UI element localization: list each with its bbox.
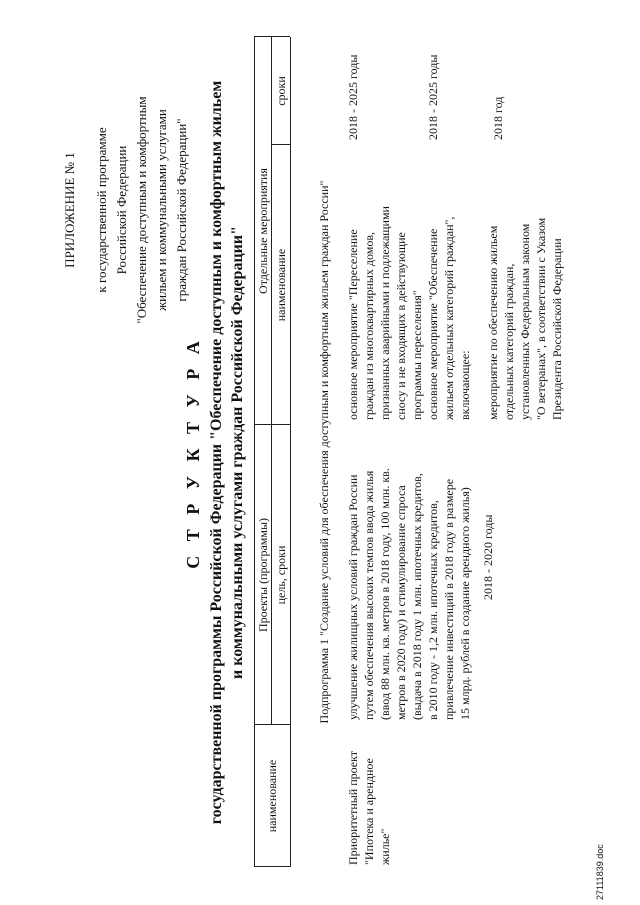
- measure-line: Президента Российской Федерации: [550, 238, 564, 420]
- measure-line: установленных Федеральным законом: [518, 223, 532, 420]
- project-goal-line: в 2010 году - 1,2 млн. ипотечных кредитов,: [426, 500, 440, 720]
- measure-item: [425, 145, 473, 420]
- document-subtitle-line-1: государственной программы Российской Федерации "Обеспечение доступным и комфортным жильем: [208, 80, 225, 825]
- project-name: [345, 725, 393, 865]
- header-terms: сроки: [274, 76, 288, 106]
- appendix-line: к государственной программе: [94, 127, 109, 293]
- measure-line: граждан из многоквартирных домов,: [362, 232, 376, 420]
- project-goal-line: 15 млрд. рублей в создание арендного жилья): [458, 487, 472, 720]
- header-goal: цель, сроки: [274, 545, 288, 605]
- header-name: наименование: [265, 759, 279, 833]
- appendix-title: ПРИЛОЖЕНИЕ № 1: [62, 152, 77, 268]
- project-name-line: Приоритетный проект: [346, 750, 360, 865]
- measure-term: 2018 - 2025 годы: [426, 54, 440, 140]
- header-measure-name: наименование: [274, 248, 288, 322]
- measure-line: признанных аварийными и подлежащими: [378, 206, 392, 420]
- measure-line: сносу и не входящих в действующие: [394, 232, 408, 420]
- project-goal-line: (выдача в 2018 году 1 млн. ипотечных кредитов,: [410, 473, 424, 720]
- measure-line: программы переселения": [410, 290, 424, 420]
- header-measures: Отдельные мероприятия: [256, 168, 270, 294]
- measure-item: [485, 145, 565, 420]
- appendix-line: Российской Федерации: [114, 145, 129, 275]
- project-name-line: "Ипотека и арендное жилье": [362, 758, 392, 865]
- appendix-line: "Обеспечение доступным и комфортным: [134, 96, 149, 324]
- document-title: С Т Р У К Т У Р А: [183, 336, 203, 569]
- appendix-line: жильем и коммунальными услугами: [154, 109, 169, 311]
- measure-line: мероприятие по обеспечению жильем: [486, 225, 500, 420]
- measure-line: основное мероприятие "Обеспечение: [426, 228, 440, 420]
- project-goal-line: привлечение инвестиций в 2018 году в размере: [442, 478, 456, 720]
- appendix-line: граждан Российской Федерации": [174, 118, 189, 302]
- document-subtitle-line-2: и коммунальными услугами граждан Российской Федерации": [229, 226, 246, 679]
- project-goal-line: (ввод 88 млн. кв. метров в 2018 году, 100 млн. кв.: [378, 468, 392, 720]
- project-goal-line: улучшение жилищных условий граждан России: [346, 474, 360, 720]
- measure-term: 2018 - 2025 годы: [346, 54, 360, 140]
- project-goal-line: путем обеспечения высоких темпов ввода жилья: [362, 470, 376, 720]
- measure-line: включающее:: [458, 350, 472, 420]
- measure-line: основное мероприятие "Переселение: [346, 229, 360, 420]
- measure-term: 2018 год: [491, 96, 505, 140]
- table-header-divider: [271, 37, 272, 725]
- measure-line: жильем отдельных категорий граждан",: [442, 216, 456, 420]
- subprogram-title: Подпрограмма 1 "Создание условий для обеспечения доступным и комфортным жильем граждан России": [317, 180, 331, 724]
- project-term: 2018 - 2020 годы: [481, 514, 495, 600]
- table-top-border: [254, 37, 255, 867]
- header-projects: Проекты (программы): [256, 517, 270, 633]
- footer-filename: 27111839.doc: [595, 844, 605, 900]
- measure-item: [345, 145, 425, 420]
- measure-line: отдельных категорий граждан,: [502, 263, 516, 420]
- measure-line: "О ветеранах", в соответствии с Указом: [534, 217, 548, 420]
- project-goal: [345, 428, 473, 720]
- project-goal-line: метров в 2020 году) и стимулирование спроса: [394, 485, 408, 720]
- table-header-bottom-border: [290, 37, 291, 867]
- appendix-block: [60, 75, 192, 345]
